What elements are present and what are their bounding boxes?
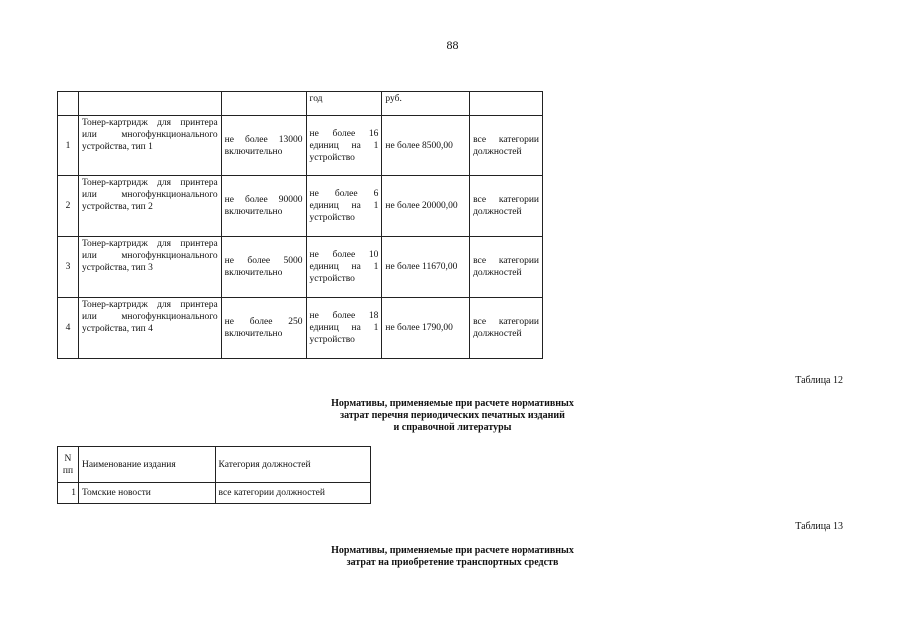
publication-name: Томские новости	[78, 483, 215, 504]
title-line: и справочной литературы	[393, 422, 512, 433]
row-number: 3	[58, 237, 79, 298]
table-header-row	[58, 447, 371, 483]
item-name: Тонер-картридж для принтера или многофункционального устройства, тип 4	[78, 298, 221, 359]
item-price: не более 1790,00	[382, 298, 470, 359]
item-name: Тонер-картридж для принтера или многофункционального устройства, тип 3	[78, 237, 221, 298]
table-row	[58, 237, 543, 298]
table-row	[58, 116, 543, 176]
title-line: Нормативы, применяемые при расчете нормативных	[331, 398, 574, 409]
item-name: Тонер-картридж для принтера или многофункционального устройства, тип 2	[78, 176, 221, 237]
header-cell: год	[306, 92, 382, 116]
item-price: не более 20000,00	[382, 176, 470, 237]
item-category: все категории должностей	[470, 237, 543, 298]
table-row	[58, 483, 371, 504]
item-price: не более 8500,00	[382, 116, 470, 176]
table-row	[58, 176, 543, 237]
item-quantity: не более 5000 включительно	[221, 237, 306, 298]
item-name: Тонер-картридж для принтера или многофункционального устройства, тип 1	[78, 116, 221, 176]
item-norm: не более 18 единиц на 1 устройство	[306, 298, 382, 359]
table-13-title	[0, 545, 905, 569]
table-12-title	[0, 398, 905, 434]
title-line: затрат на приобретение транспортных средств	[346, 557, 559, 568]
header-cell: руб.	[382, 92, 470, 116]
header-num: N пп	[58, 447, 79, 483]
table-13-caption: Таблица 13	[795, 521, 843, 532]
row-number: 1	[58, 483, 79, 504]
header-cell	[221, 92, 306, 116]
row-number: 2	[58, 176, 79, 237]
page-number: 88	[446, 38, 459, 52]
header-cell	[78, 92, 221, 116]
publication-category: все категории должностей	[215, 483, 370, 504]
item-category: все категории должностей	[470, 176, 543, 237]
header-category: Категория должностей	[215, 447, 370, 483]
item-category: все категории должностей	[470, 298, 543, 359]
item-norm: не более 16 единиц на 1 устройство	[306, 116, 382, 176]
header-cell	[58, 92, 79, 116]
item-norm: не более 6 единиц на 1 устройство	[306, 176, 382, 237]
table-row	[58, 298, 543, 359]
row-number: 1	[58, 116, 79, 176]
table-12-caption: Таблица 12	[795, 375, 843, 386]
item-quantity: не более 13000 включительно	[221, 116, 306, 176]
header-cell	[470, 92, 543, 116]
toner-cartridge-table	[57, 91, 543, 359]
title-line: Нормативы, применяемые при расчете нормативных	[331, 545, 574, 556]
table-header-row	[58, 92, 543, 116]
item-category: все категории должностей	[470, 116, 543, 176]
row-number: 4	[58, 298, 79, 359]
header-name: Наименование издания	[78, 447, 215, 483]
item-quantity: не более 90000 включительно	[221, 176, 306, 237]
title-line: затрат перечня периодических печатных изданий	[340, 410, 565, 421]
item-quantity: не более 250 включительно	[221, 298, 306, 359]
item-norm: не более 10 единиц на 1 устройство	[306, 237, 382, 298]
item-price: не более 11670,00	[382, 237, 470, 298]
periodicals-table	[57, 446, 371, 504]
